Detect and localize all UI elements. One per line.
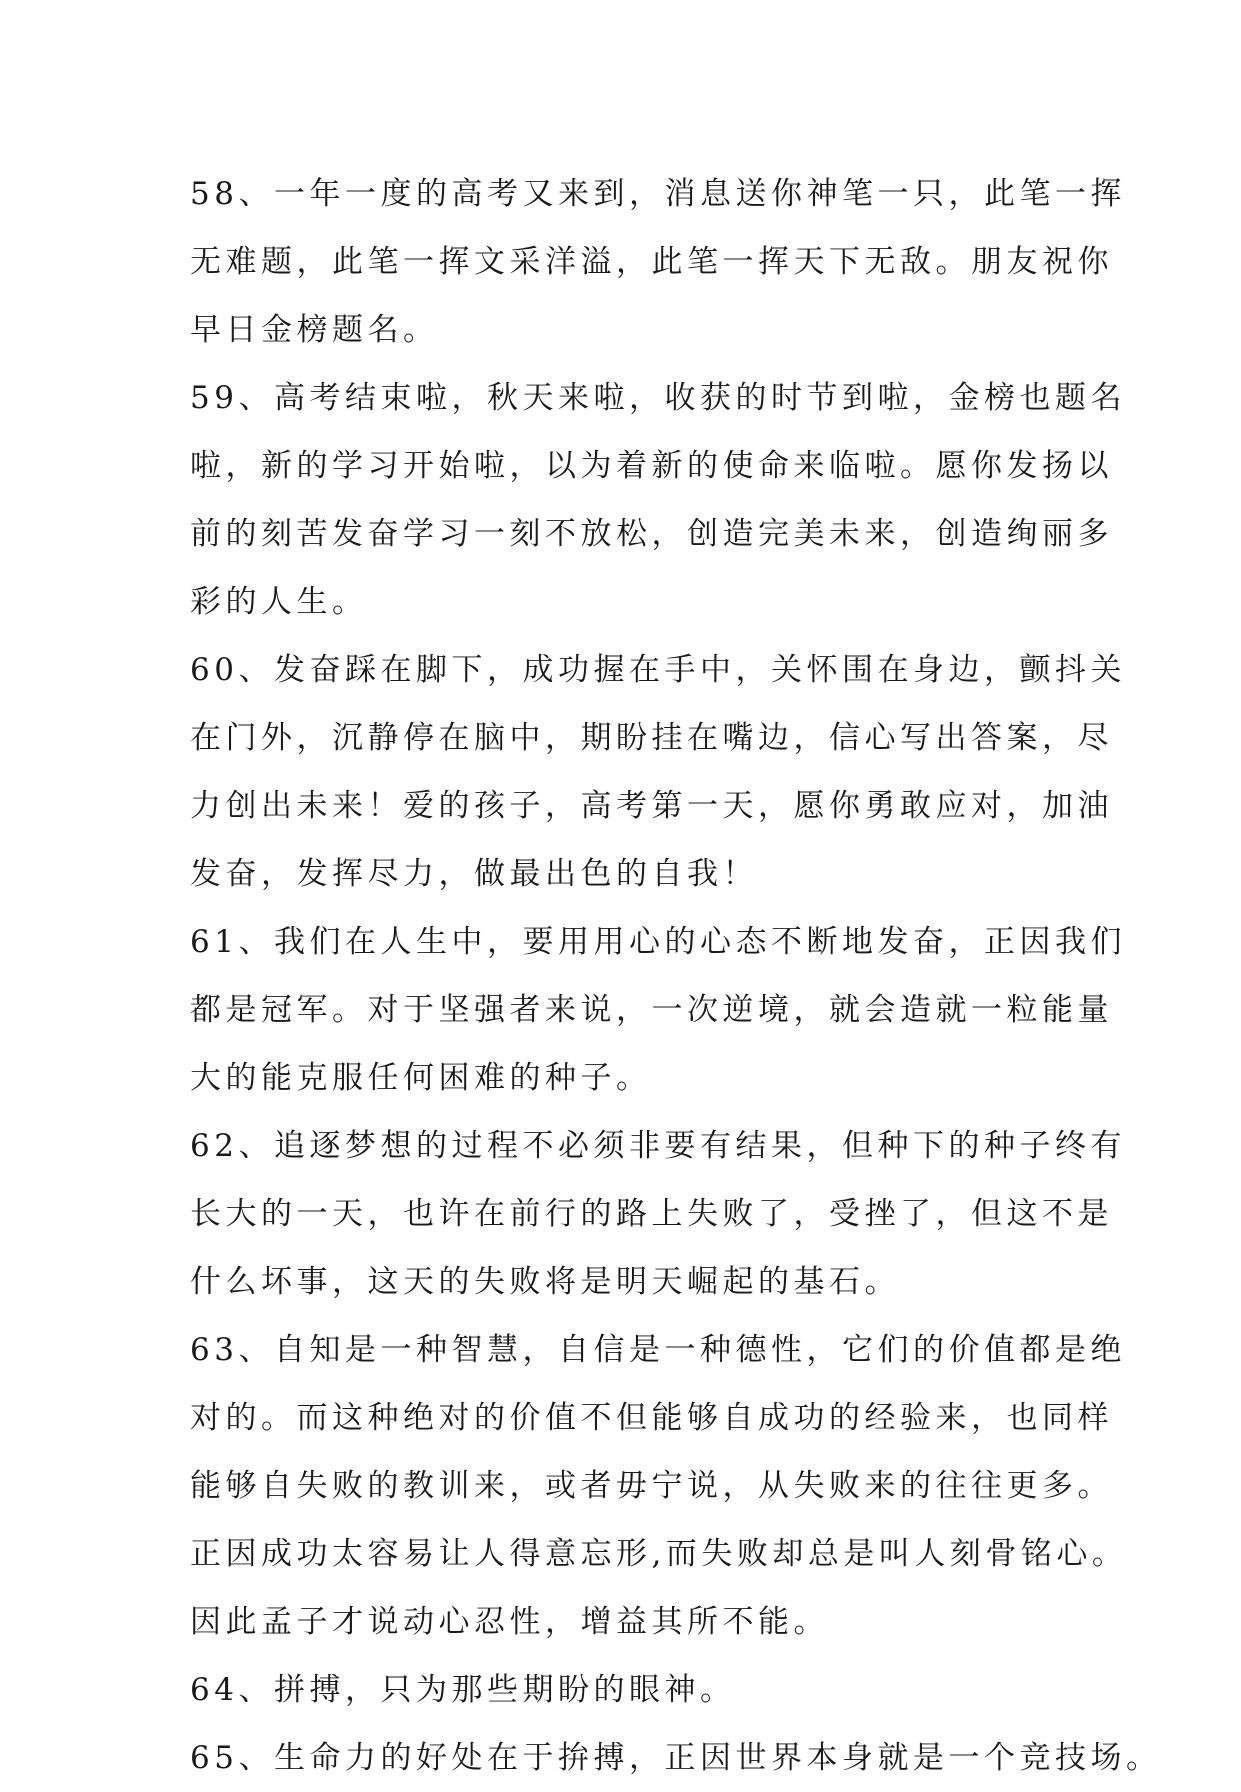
text-line: 前的刻苦发奋学习一刻不放松，创造完美未来，创造绚丽多 bbox=[190, 516, 1113, 552]
document-body bbox=[190, 160, 1162, 1792]
text-line: 大的能克服任何困难的种子。 bbox=[190, 1060, 652, 1096]
text-line: 彩的人生。 bbox=[190, 584, 368, 620]
text-line: 啦，新的学习开始啦，以为着新的使命来临啦。愿你发扬以 bbox=[190, 448, 1113, 484]
text-line: 早日金榜题名。 bbox=[190, 312, 439, 348]
text-line: 对的。而这种绝对的价值不但能够自成功的经验来，也同样 bbox=[190, 1400, 1113, 1436]
text-line: 能够自失败的教训来，或者毋宁说，从失败来的往往更多。 bbox=[190, 1468, 1113, 1504]
text-line: 在门外，沉静停在脑中，期盼挂在嘴边，信心写出答案，尽 bbox=[190, 720, 1113, 756]
text-line: 什么坏事，这天的失败将是明天崛起的基石。 bbox=[190, 1264, 900, 1300]
text-line: 65、生命力的好处在于拚搏，正因世界本身就是一个竞技场。 bbox=[190, 1740, 1162, 1776]
text-line: 都是冠军。对于坚强者来说，一次逆境，就会造就一粒能量 bbox=[190, 992, 1113, 1028]
text-line: 因此孟子才说动心忍性，增益其所不能。 bbox=[190, 1604, 829, 1640]
text-line: 发奋，发挥尽力，做最出色的自我！ bbox=[190, 856, 758, 892]
text-line: 64、拼搏，只为那些期盼的眼神。 bbox=[190, 1672, 736, 1708]
text-line: 60、发奋踩在脚下，成功握在手中，关怀围在身边，颤抖关 bbox=[190, 652, 1126, 688]
text-line: 无难题，此笔一挥文采洋溢，此笔一挥天下无敌。朋友祝你 bbox=[190, 244, 1113, 280]
text-line: 62、追逐梦想的过程不必须非要有结果，但种下的种子终有 bbox=[190, 1128, 1126, 1164]
text-line: 力创出未来！爱的孩子，高考第一天，愿你勇敢应对，加油 bbox=[190, 788, 1113, 824]
text-line: 59、高考结束啦，秋天来啦，收获的时节到啦，金榜也题名 bbox=[190, 380, 1126, 416]
text-line: 61、我们在人生中，要用用心的心态不断地发奋，正因我们 bbox=[190, 924, 1126, 960]
text-line: 长大的一天，也许在前行的路上失败了，受挫了，但这不是 bbox=[190, 1196, 1113, 1232]
text-line: 58、一年一度的高考又来到，消息送你神笔一只，此笔一挥 bbox=[190, 176, 1126, 212]
text-line: 正因成功太容易让人得意忘形,而失败却总是叫人刻骨铭心。 bbox=[190, 1536, 1128, 1572]
text-line: 63、自知是一种智慧，自信是一种德性，它们的价值都是绝 bbox=[190, 1332, 1126, 1368]
